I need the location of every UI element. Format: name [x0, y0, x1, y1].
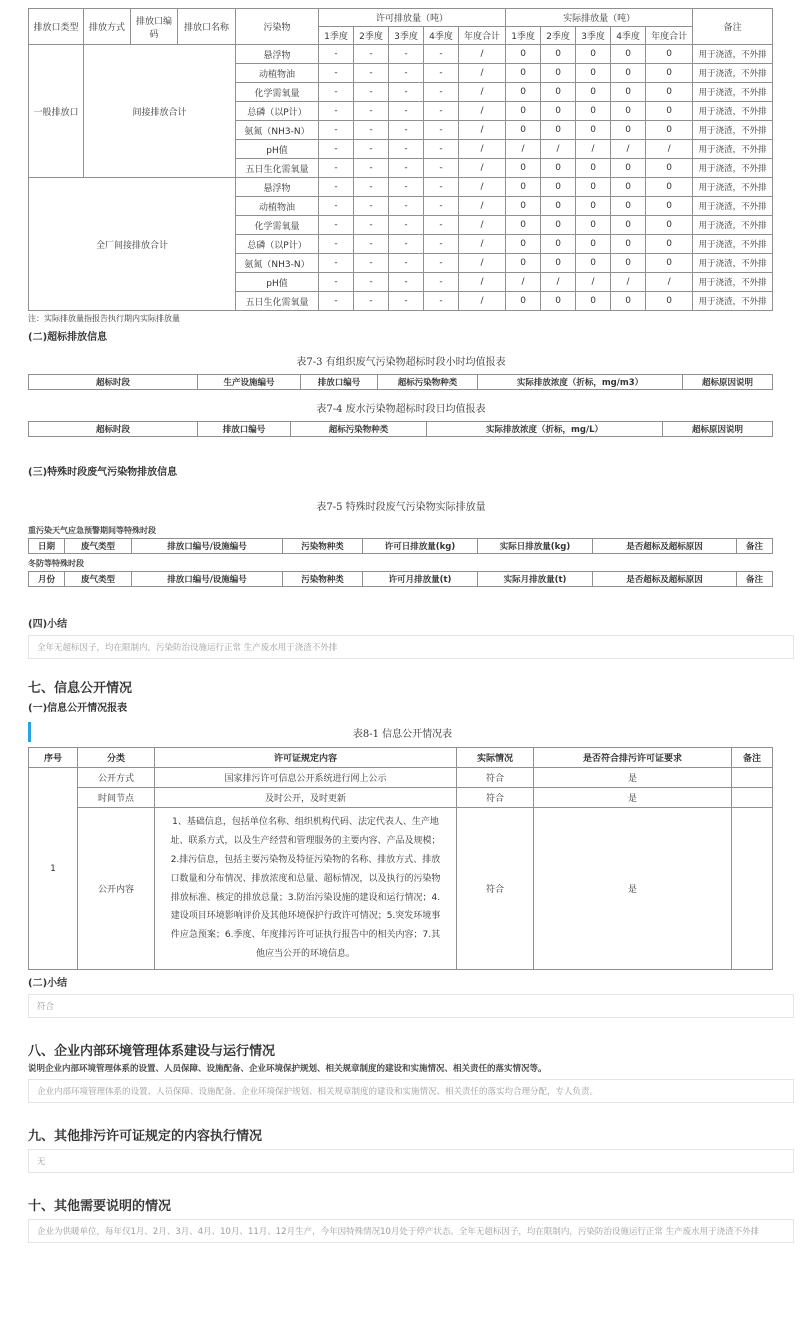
- actual-value-cell: 0: [506, 159, 541, 178]
- table-note: 注：实际排放量指报告执行期内实际排放量: [28, 314, 180, 323]
- column-header: 废气类型: [65, 539, 132, 554]
- permitted-value-cell: /: [459, 45, 506, 64]
- permitted-value-cell: -: [354, 140, 389, 159]
- actual-value-cell: 0: [576, 64, 611, 83]
- table73: [28, 374, 773, 390]
- actual-value-cell: 0: [646, 292, 693, 311]
- permitted-value-cell: -: [389, 64, 424, 83]
- remark-cell: 用于浇渣，不外排: [693, 216, 773, 235]
- col-outlet-code: 排放口编码: [131, 9, 178, 45]
- permitted-value-cell: -: [354, 102, 389, 121]
- actual-value-cell: 0: [576, 121, 611, 140]
- compliant-cell: 是: [534, 808, 732, 970]
- permitted-value-cell: -: [319, 197, 354, 216]
- special-period-label-2: 冬防等特殊时段: [28, 559, 84, 568]
- permitted-value-cell: /: [459, 178, 506, 197]
- table81: [28, 747, 773, 970]
- actual-value-cell: /: [506, 273, 541, 292]
- permitted-value-cell: -: [319, 216, 354, 235]
- emissions-row: [29, 45, 773, 64]
- actual-value-cell: 0: [611, 121, 646, 140]
- permitted-value-cell: -: [389, 197, 424, 216]
- actual-value-cell: 0: [541, 83, 576, 102]
- actual-value-cell: 0: [576, 197, 611, 216]
- permitted-value-cell: -: [354, 45, 389, 64]
- actual-value-cell: 0: [646, 178, 693, 197]
- row-number-cell: 1: [29, 768, 78, 970]
- permitted-value-cell: /: [459, 121, 506, 140]
- permitted-value-cell: -: [389, 45, 424, 64]
- column-header: 生产设施编号: [198, 375, 301, 390]
- actual-value-cell: /: [646, 273, 693, 292]
- permitted-value-cell: -: [354, 235, 389, 254]
- column-header: 排放口编号: [301, 375, 378, 390]
- col-q3-actual: 3季度: [576, 27, 611, 45]
- actual-value-cell: 0: [541, 64, 576, 83]
- permitted-value-cell: -: [319, 45, 354, 64]
- col-q3-permitted: 3季度: [389, 27, 424, 45]
- remark-cell: 用于浇渣，不外排: [693, 140, 773, 159]
- permitted-value-cell: -: [354, 254, 389, 273]
- section8-content-box[interactable]: 企业内部环境管理体系的设置、人员保障、设施配备、企业环境保护规划、相关规章制度的建设和实施情况、相关责任的落实均合理分配，专人负责。: [28, 1079, 794, 1103]
- table74: [28, 421, 773, 437]
- col-q1-permitted: 1季度: [319, 27, 354, 45]
- actual-value-cell: 0: [506, 254, 541, 273]
- permitted-value-cell: -: [424, 45, 459, 64]
- col-q2-actual: 2季度: [541, 27, 576, 45]
- actual-value-cell: 0: [611, 45, 646, 64]
- column-header: 备注: [732, 748, 773, 768]
- actual-value-cell: 0: [611, 83, 646, 102]
- permitted-value-cell: -: [424, 235, 459, 254]
- permitted-value-cell: /: [459, 102, 506, 121]
- section4-summary-box[interactable]: 全年无超标因子，均在限制内，污染防治设施运行正常 生产废水用于浇渣不外排: [28, 635, 794, 659]
- col-q4-permitted: 4季度: [424, 27, 459, 45]
- actual-value-cell: /: [646, 140, 693, 159]
- col-q4-actual: 4季度: [611, 27, 646, 45]
- permitted-value-cell: -: [319, 83, 354, 102]
- permitted-value-cell: -: [319, 273, 354, 292]
- remark-cell: [732, 788, 773, 808]
- column-header: 超标时段: [29, 375, 198, 390]
- permitted-value-cell: -: [389, 178, 424, 197]
- actual-value-cell: 0: [541, 216, 576, 235]
- col-remark: 备注: [693, 9, 773, 45]
- table75-daily: [28, 538, 773, 554]
- permitted-value-cell: -: [424, 178, 459, 197]
- column-header: 排放口编号/设施编号: [132, 572, 283, 587]
- col-q2-permitted: 2季度: [354, 27, 389, 45]
- permitted-value-cell: /: [459, 64, 506, 83]
- permitted-value-cell: /: [459, 235, 506, 254]
- col-outlet-type: 排放口类型: [29, 9, 84, 45]
- permitted-value-cell: -: [319, 235, 354, 254]
- actual-value-cell: /: [541, 273, 576, 292]
- permitted-value-cell: -: [319, 159, 354, 178]
- column-header: 实际日排放量(kg): [478, 539, 593, 554]
- permitted-value-cell: -: [424, 83, 459, 102]
- column-header: 排放口编号: [198, 422, 291, 437]
- pollutant-cell: 总磷（以P计）: [236, 102, 319, 121]
- actual-value-cell: 0: [611, 235, 646, 254]
- column-header: 超标时段: [29, 422, 198, 437]
- section2-title: (二)超标排放信息: [28, 332, 108, 343]
- column-header: 是否符合排污许可证要求: [534, 748, 732, 768]
- actual-value-cell: 0: [646, 216, 693, 235]
- actual-value-cell: 0: [541, 292, 576, 311]
- actual-value-cell: 0: [541, 102, 576, 121]
- special-period-label-1: 重污染天气应急预警期间等特殊时段: [28, 526, 156, 535]
- actual-value-cell: 0: [506, 216, 541, 235]
- outlet-name-cell: 间接排放合计: [84, 45, 236, 178]
- outlet-name-cell: 全厂间接排放合计: [29, 178, 236, 311]
- actual-value-cell: 0: [576, 178, 611, 197]
- permitted-value-cell: /: [459, 140, 506, 159]
- actual-value-cell: 0: [646, 197, 693, 216]
- actual-value-cell: 0: [506, 197, 541, 216]
- permitted-value-cell: -: [424, 216, 459, 235]
- permitted-value-cell: -: [389, 273, 424, 292]
- actual-value-cell: 0: [611, 102, 646, 121]
- section7-title: 七、信息公开情况: [28, 681, 133, 696]
- actual-value-cell: 0: [646, 121, 693, 140]
- pollutant-cell: 五日生化需氧量: [236, 159, 319, 178]
- remark-cell: 用于浇渣，不外排: [693, 254, 773, 273]
- section9-title: 九、其他排污许可证规定的内容执行情况: [28, 1129, 263, 1145]
- actual-value-cell: 0: [646, 83, 693, 102]
- column-header: 许可证规定内容: [155, 748, 457, 768]
- remark-cell: [732, 808, 773, 970]
- permitted-value-cell: -: [389, 292, 424, 311]
- actual-value-cell: 0: [611, 159, 646, 178]
- actual-value-cell: 0: [611, 292, 646, 311]
- actual-value-cell: 0: [506, 45, 541, 64]
- status-cell: 符合: [457, 808, 534, 970]
- pollutant-cell: 氨氮（NH3-N）: [236, 254, 319, 273]
- section10-content-box[interactable]: 企业为供暖单位，每年仅1月、2月、3月、4月、10月、11月、12月生产，今年因特殊情况10月处于停产状态。全年无超标因子，均在限制内，污染防治设施运行正常 生产废水用于浇渣不外排: [28, 1219, 794, 1243]
- column-header: 许可日排放量(kg): [363, 539, 478, 554]
- permitted-value-cell: -: [354, 197, 389, 216]
- permitted-value-cell: -: [389, 83, 424, 102]
- actual-value-cell: /: [576, 273, 611, 292]
- actual-value-cell: 0: [541, 45, 576, 64]
- section3-title: (三)特殊时段废气污染物排放信息: [28, 467, 178, 478]
- actual-value-cell: /: [611, 273, 646, 292]
- column-header: 实际情况: [457, 748, 534, 768]
- column-header: 污染物种类: [283, 572, 363, 587]
- permitted-value-cell: -: [389, 235, 424, 254]
- table75-monthly-header-row: [29, 572, 773, 587]
- permitted-value-cell: -: [354, 273, 389, 292]
- content-cell: 及时公开，及时更新: [155, 788, 457, 808]
- actual-value-cell: 0: [576, 45, 611, 64]
- permitted-value-cell: -: [354, 64, 389, 83]
- column-header: 备注: [737, 539, 773, 554]
- remark-cell: 用于浇渣，不外排: [693, 64, 773, 83]
- permitted-value-cell: -: [424, 64, 459, 83]
- actual-value-cell: 0: [506, 292, 541, 311]
- content-cell: 国家排污许可信息公开系统进行网上公示: [155, 768, 457, 788]
- column-header: 污染物种类: [283, 539, 363, 554]
- column-header: 超标污染物种类: [378, 375, 478, 390]
- actual-value-cell: 0: [541, 254, 576, 273]
- compliant-cell: 是: [534, 768, 732, 788]
- column-header: 实际排放浓度（折标，mg/L）: [427, 422, 663, 437]
- permitted-value-cell: -: [354, 159, 389, 178]
- column-header: 超标原因说明: [663, 422, 773, 437]
- emissions-table: [28, 8, 773, 311]
- table73-caption: 表7-3 有组织废气污染物超标时段小时均值报表: [296, 357, 506, 368]
- column-header: 废气类型: [65, 572, 132, 587]
- section9-content-box[interactable]: 无: [28, 1149, 794, 1173]
- actual-value-cell: 0: [646, 64, 693, 83]
- permitted-value-cell: -: [424, 292, 459, 311]
- actual-value-cell: 0: [506, 235, 541, 254]
- section8-hint: 说明企业内部环境管理体系的设置、人员保障、设施配备、企业环境保护规划、相关规章制度的建设和实施情况、相关责任的落实情况等。: [28, 1064, 547, 1075]
- actual-value-cell: 0: [541, 159, 576, 178]
- table73-header-row: [29, 375, 773, 390]
- col-annual-permitted: 年度合计: [459, 27, 506, 45]
- column-header: 超标原因说明: [683, 375, 773, 390]
- actual-value-cell: 0: [541, 121, 576, 140]
- remark-cell: 用于浇渣，不外排: [693, 102, 773, 121]
- compliant-cell: 是: [534, 788, 732, 808]
- actual-value-cell: 0: [611, 254, 646, 273]
- actual-value-cell: /: [541, 140, 576, 159]
- pollutant-cell: 化学需氧量: [236, 83, 319, 102]
- permitted-value-cell: -: [389, 216, 424, 235]
- col-discharge-method: 排放方式: [84, 9, 131, 45]
- actual-value-cell: 0: [611, 64, 646, 83]
- disclosure-row-timing: [29, 788, 773, 808]
- section8-title: 八、企业内部环境管理体系建设与运行情况: [28, 1044, 276, 1060]
- permitted-value-cell: -: [354, 292, 389, 311]
- actual-value-cell: 0: [646, 102, 693, 121]
- actual-value-cell: 0: [576, 216, 611, 235]
- pollutant-cell: 动植物油: [236, 197, 319, 216]
- actual-value-cell: 0: [611, 216, 646, 235]
- remark-cell: 用于浇渣，不外排: [693, 178, 773, 197]
- section7-summary-title: (二)小结: [28, 978, 68, 990]
- column-header: 实际排放浓度（折标，mg/m3）: [478, 375, 683, 390]
- actual-value-cell: 0: [506, 121, 541, 140]
- permitted-value-cell: -: [424, 273, 459, 292]
- column-header: 分类: [78, 748, 155, 768]
- pollutant-cell: 悬浮物: [236, 45, 319, 64]
- remark-cell: 用于浇渣，不外排: [693, 83, 773, 102]
- permitted-value-cell: -: [354, 83, 389, 102]
- actual-value-cell: /: [576, 140, 611, 159]
- column-header: 许可月排放量(t): [363, 572, 478, 587]
- pollutant-cell: 五日生化需氧量: [236, 292, 319, 311]
- column-header: 是否超标及超标原因: [593, 572, 737, 587]
- table75-caption: 表7-5 特殊时段废气污染物实际排放量: [316, 502, 486, 513]
- permitted-value-cell: /: [459, 273, 506, 292]
- permitted-value-cell: /: [459, 197, 506, 216]
- remark-cell: 用于浇渣，不外排: [693, 292, 773, 311]
- remark-cell: 用于浇渣，不外排: [693, 273, 773, 292]
- category-cell: 时间节点: [78, 788, 155, 808]
- permitted-value-cell: -: [389, 102, 424, 121]
- section7-summary-box[interactable]: 符合: [28, 994, 794, 1018]
- pollutant-cell: pH值: [236, 273, 319, 292]
- disclosure-row-content: [29, 808, 773, 970]
- section7-subtitle: (一)信息公开情况报表: [28, 703, 128, 714]
- permitted-value-cell: -: [319, 292, 354, 311]
- permitted-value-cell: /: [459, 254, 506, 273]
- permitted-value-cell: -: [389, 159, 424, 178]
- permitted-value-cell: -: [424, 140, 459, 159]
- actual-value-cell: 0: [541, 235, 576, 254]
- permitted-value-cell: -: [319, 254, 354, 273]
- permitted-value-cell: -: [319, 64, 354, 83]
- table81-header-row: [29, 748, 773, 768]
- actual-value-cell: 0: [611, 197, 646, 216]
- actual-value-cell: 0: [541, 197, 576, 216]
- column-header: 备注: [737, 572, 773, 587]
- permitted-value-cell: -: [354, 178, 389, 197]
- pollutant-cell: pH值: [236, 140, 319, 159]
- emissions-row: [29, 178, 773, 197]
- disclosure-row-method: [29, 768, 773, 788]
- column-header: 月份: [29, 572, 65, 587]
- actual-value-cell: 0: [506, 64, 541, 83]
- column-header: 日期: [29, 539, 65, 554]
- remark-cell: 用于浇渣，不外排: [693, 197, 773, 216]
- table74-caption: 表7-4 废水污染物超标时段日均值报表: [316, 404, 486, 415]
- actual-value-cell: 0: [576, 292, 611, 311]
- content-cell: 1、基础信息，包括单位名称、组织机构代码、法定代表人、生产地址、联系方式，以及生产经营和管理服务的主要内容、产品及规模；2.排污信息，包括主要污染物及特征污染物的名称、排放方式、排放口数量和分布情况、排放浓度和总量、超标情况，以及执行的污染物排放标准、核定的排放总量；3.防治污染设施的建设和运行情况；4.建设项目环境影响评价及其他环境保护行政许可情况；5.突发环境事件应急预案；6.季度、年度排污许可证执行报告中的相关内容；7.其他应当公开的环境信息。: [155, 808, 457, 970]
- pollutant-cell: 氨氮（NH3-N）: [236, 121, 319, 140]
- permitted-value-cell: -: [354, 216, 389, 235]
- permitted-value-cell: /: [459, 216, 506, 235]
- permitted-value-cell: -: [424, 254, 459, 273]
- column-header: 是否超标及超标原因: [593, 539, 737, 554]
- actual-value-cell: 0: [646, 159, 693, 178]
- permitted-value-cell: -: [354, 121, 389, 140]
- permitted-value-cell: /: [459, 292, 506, 311]
- table81-caption: 表8-1 信息公开情况表: [352, 728, 453, 740]
- actual-value-cell: 0: [541, 178, 576, 197]
- table75-monthly: [28, 571, 773, 587]
- actual-value-cell: 0: [506, 83, 541, 102]
- table81-caption-row: [28, 721, 774, 743]
- permitted-value-cell: /: [459, 83, 506, 102]
- permitted-value-cell: -: [389, 254, 424, 273]
- col-group-actual: 实际排放量（吨）: [506, 9, 693, 27]
- permitted-value-cell: -: [424, 159, 459, 178]
- permitted-value-cell: -: [424, 197, 459, 216]
- column-header: 实际月排放量(t): [478, 572, 593, 587]
- pollutant-cell: 总磷（以P计）: [236, 235, 319, 254]
- actual-value-cell: 0: [506, 102, 541, 121]
- permitted-value-cell: /: [459, 159, 506, 178]
- emissions-header-row-1: [29, 9, 773, 27]
- permitted-value-cell: -: [424, 121, 459, 140]
- emissions-tbody: [29, 45, 773, 311]
- actual-value-cell: 0: [646, 254, 693, 273]
- actual-value-cell: 0: [506, 178, 541, 197]
- status-cell: 符合: [457, 768, 534, 788]
- remark-cell: 用于浇渣，不外排: [693, 121, 773, 140]
- column-header: 序号: [29, 748, 78, 768]
- actual-value-cell: 0: [611, 178, 646, 197]
- col-outlet-name: 排放口名称: [178, 9, 236, 45]
- pollutant-cell: 动植物油: [236, 64, 319, 83]
- permitted-value-cell: -: [389, 140, 424, 159]
- actual-value-cell: 0: [576, 83, 611, 102]
- col-annual-actual: 年度合计: [646, 27, 693, 45]
- column-header: 排放口编号/设施编号: [132, 539, 283, 554]
- col-pollutant: 污染物: [236, 9, 319, 45]
- actual-value-cell: 0: [646, 235, 693, 254]
- pollutant-cell: 化学需氧量: [236, 216, 319, 235]
- status-cell: 符合: [457, 788, 534, 808]
- table74-header-row: [29, 422, 773, 437]
- actual-value-cell: 0: [646, 45, 693, 64]
- actual-value-cell: 0: [576, 102, 611, 121]
- remark-cell: [732, 768, 773, 788]
- permitted-value-cell: -: [319, 102, 354, 121]
- permitted-value-cell: -: [319, 121, 354, 140]
- actual-value-cell: /: [611, 140, 646, 159]
- column-header: 超标污染物种类: [291, 422, 427, 437]
- permitted-value-cell: -: [319, 140, 354, 159]
- actual-value-cell: 0: [576, 159, 611, 178]
- actual-value-cell: /: [506, 140, 541, 159]
- col-group-permitted: 许可排放量（吨）: [319, 9, 506, 27]
- actual-value-cell: 0: [576, 235, 611, 254]
- table75-daily-header-row: [29, 539, 773, 554]
- category-cell: 公开方式: [78, 768, 155, 788]
- permitted-value-cell: -: [424, 102, 459, 121]
- outlet-type-cell: 一般排放口: [29, 45, 84, 178]
- section4-title: (四)小结: [28, 619, 68, 630]
- pollutant-cell: 悬浮物: [236, 178, 319, 197]
- remark-cell: 用于浇渣，不外排: [693, 159, 773, 178]
- remark-cell: 用于浇渣，不外排: [693, 235, 773, 254]
- col-q1-actual: 1季度: [506, 27, 541, 45]
- actual-value-cell: 0: [576, 254, 611, 273]
- section10-title: 十、其他需要说明的情况: [28, 1199, 172, 1215]
- permitted-value-cell: -: [319, 178, 354, 197]
- permitted-value-cell: -: [389, 121, 424, 140]
- category-cell: 公开内容: [78, 808, 155, 970]
- remark-cell: 用于浇渣，不外排: [693, 45, 773, 64]
